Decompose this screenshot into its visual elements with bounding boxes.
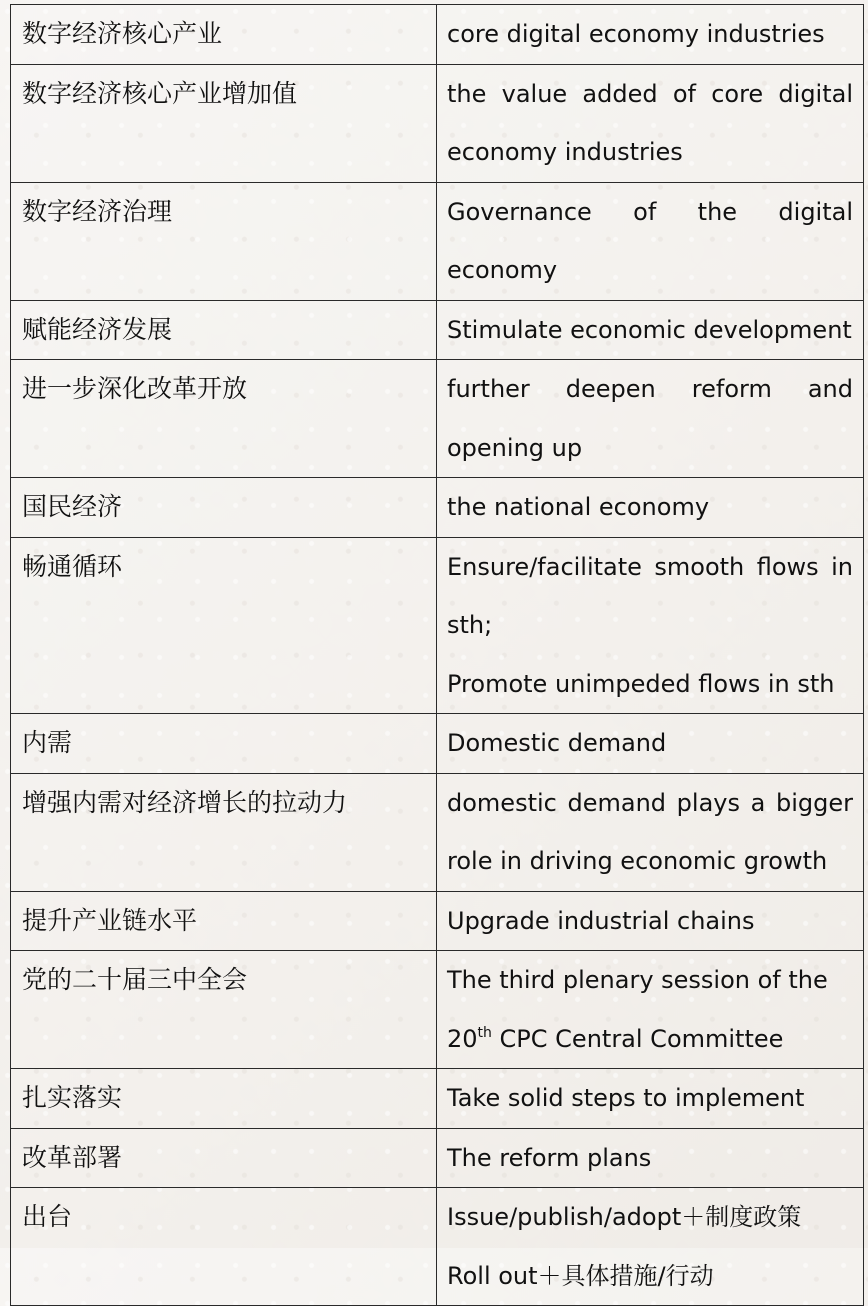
english-translation: Take solid steps to implement bbox=[437, 1069, 864, 1129]
table-row bbox=[11, 182, 864, 300]
table-row bbox=[11, 360, 864, 478]
english-translation: the value added of core digital economy industries bbox=[437, 64, 864, 182]
english-translation: Governance of the digital economy bbox=[437, 182, 864, 300]
chinese-term: 赋能经济发展 bbox=[11, 300, 437, 360]
table-row bbox=[11, 891, 864, 951]
table-row bbox=[11, 773, 864, 891]
ordinal-suffix: th bbox=[477, 1024, 492, 1041]
english-translation: Ensure/facilitate smooth flows in sth; Promote unimpeded flows in sth bbox=[437, 537, 864, 714]
table-row bbox=[11, 64, 864, 182]
table-row bbox=[11, 300, 864, 360]
english-translation: Stimulate economic development bbox=[437, 300, 864, 360]
english-translation: the national economy bbox=[437, 478, 864, 538]
table-row bbox=[11, 537, 864, 714]
english-translation: Upgrade industrial chains bbox=[437, 891, 864, 951]
english-translation: Domestic demand bbox=[437, 714, 864, 774]
english-translation: The reform plans bbox=[437, 1128, 864, 1188]
english-translation: domestic demand plays a bigger role in driving economic growth bbox=[437, 773, 864, 891]
english-translation: core digital economy industries bbox=[437, 5, 864, 65]
table-row bbox=[11, 1128, 864, 1188]
table-row bbox=[11, 1188, 864, 1306]
chinese-term: 党的二十届三中全会 bbox=[11, 951, 437, 1069]
english-translation: Issue/publish/adopt＋制度政策 Roll out＋具体措施/行动 bbox=[437, 1188, 864, 1306]
chinese-term: 数字经济治理 bbox=[11, 182, 437, 300]
chinese-term: 畅通循环 bbox=[11, 537, 437, 714]
english-translation: The third plenary session of the 20th CPC Central Committee bbox=[437, 951, 864, 1069]
chinese-term: 扎实落实 bbox=[11, 1069, 437, 1129]
table-row bbox=[11, 478, 864, 538]
table-row bbox=[11, 714, 864, 774]
chinese-term: 增强内需对经济增长的拉动力 bbox=[11, 773, 437, 891]
chinese-term: 提升产业链水平 bbox=[11, 891, 437, 951]
chinese-term: 数字经济核心产业增加值 bbox=[11, 64, 437, 182]
chinese-term: 数字经济核心产业 bbox=[11, 5, 437, 65]
table-row bbox=[11, 5, 864, 65]
committee-name: CPC Central Committee bbox=[491, 1024, 784, 1053]
glossary-table bbox=[10, 4, 864, 1306]
chinese-term: 国民经济 bbox=[11, 478, 437, 538]
table-row bbox=[11, 951, 864, 1069]
chinese-term: 改革部署 bbox=[11, 1128, 437, 1188]
english-translation: further deepen reform and opening up bbox=[437, 360, 864, 478]
ordinal-number: 20 bbox=[447, 1024, 478, 1053]
table-row bbox=[11, 1069, 864, 1129]
chinese-term: 出台 bbox=[11, 1188, 437, 1306]
chinese-term: 进一步深化改革开放 bbox=[11, 360, 437, 478]
chinese-term: 内需 bbox=[11, 714, 437, 774]
